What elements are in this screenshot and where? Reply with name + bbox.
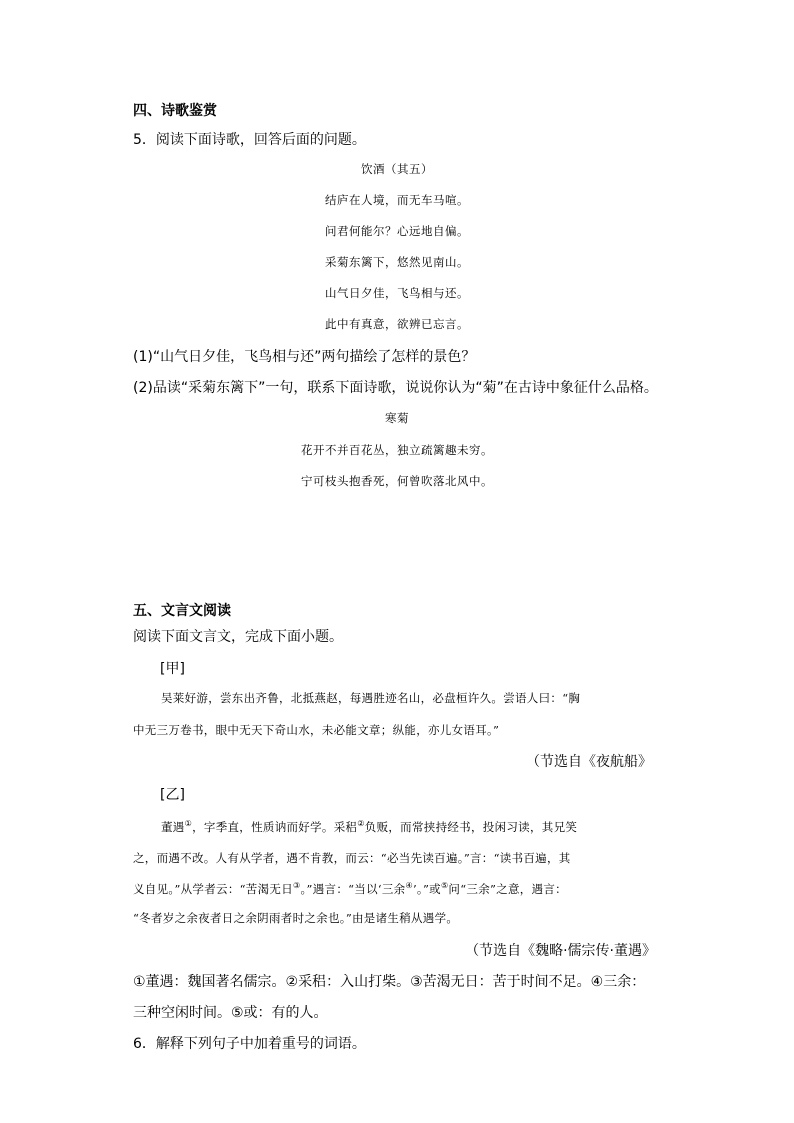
footnotes: ①董遇：魏国著名儒宗。②采稆：入山打柴。③苦渴无日：苦于时间不足。④三余： — [133, 974, 646, 990]
question-6: 6．解释下列句子中加着重号的词语。 — [133, 1036, 366, 1052]
passage-yi-label: [乙] — [160, 787, 185, 803]
passage-yi-line: 义自见。”从学者云：“苦渴无日③。”遇言：“当以‘三余④’。”或⑤问“三余”之意，遇言： — [133, 881, 567, 896]
section-heading-poetry: 四、诗歌鉴赏 — [133, 103, 217, 119]
poem2-title: 寒菊 — [385, 411, 409, 425]
passage-yi-line: “冬者岁之余夜者日之余阴雨者时之余也。”由是诸生稍从遇学。 — [133, 911, 459, 925]
footnote-marker: ② — [357, 819, 365, 828]
poem-line: 此中有真意，欲辨已忘言。 — [325, 317, 469, 331]
poem-line: 结庐在人境，而无车马喧。 — [325, 193, 469, 207]
passage-jia-line: 吴莱好游，尝东出齐鲁，北抵燕赵，每遇胜迹名山，必盘桓许久。尝语人曰：“胸 — [161, 691, 581, 705]
poem-line: 采菊东篱下，悠然见南山。 — [325, 255, 469, 269]
sub-question-1: (1)“山气日夕佳，飞鸟相与还”两句描绘了怎样的景色？ — [133, 349, 476, 365]
footnote-marker: ⑤ — [440, 881, 449, 890]
sub-question-2: (2)品读“采菊东篱下”一句，联系下面诗歌，说说你认为“菊”在古诗中象征什么品格。 — [133, 380, 658, 396]
poem-title: 饮酒（其五） — [361, 162, 433, 176]
footnote-marker: ① — [184, 819, 193, 828]
passage-yi-source: （节选自《魏略·儒宗传·董遇》 — [465, 943, 656, 959]
poem2-line: 花开不并百花丛，独立疏篱趣未穷。 — [301, 443, 493, 457]
poem2-line: 宁可枝头抱香死，何曾吹落北风中。 — [301, 474, 493, 488]
footnote-marker: ④ — [405, 881, 413, 890]
question-5: 5．阅读下面诗歌，回答后面的问题。 — [133, 132, 366, 148]
footnotes: 三种空闲时间。⑤或：有的人。 — [133, 1005, 328, 1021]
passage-jia-source: （节选自《夜航船》 — [526, 754, 652, 770]
poem-line: 山气日夕佳，飞鸟相与还。 — [325, 286, 469, 300]
footnote-marker: ③ — [293, 881, 301, 890]
poem-line: 问君何能尔？心远地自偏。 — [325, 224, 469, 238]
passage-jia-label: [甲] — [160, 661, 185, 677]
passage-yi-line: 之，而遇不改。人有从学者，遇不肯教，而云：“必当先读百遍。”言：“读书百遍，其 — [133, 851, 571, 865]
passage-jia-line: 中无三万卷书，眼中无天下奇山水，未必能文章；纵能，亦儿女语耳。” — [133, 723, 500, 737]
section-heading-classical: 五、文言文阅读 — [133, 603, 231, 619]
section-intro: 阅读下面文言文，完成下面小题。 — [133, 629, 343, 645]
passage-yi-line: 董遇①，字季直，性质讷而好学。采稆②负贩，而常挟持经书，投闲习读，其兄笑 — [161, 819, 578, 834]
